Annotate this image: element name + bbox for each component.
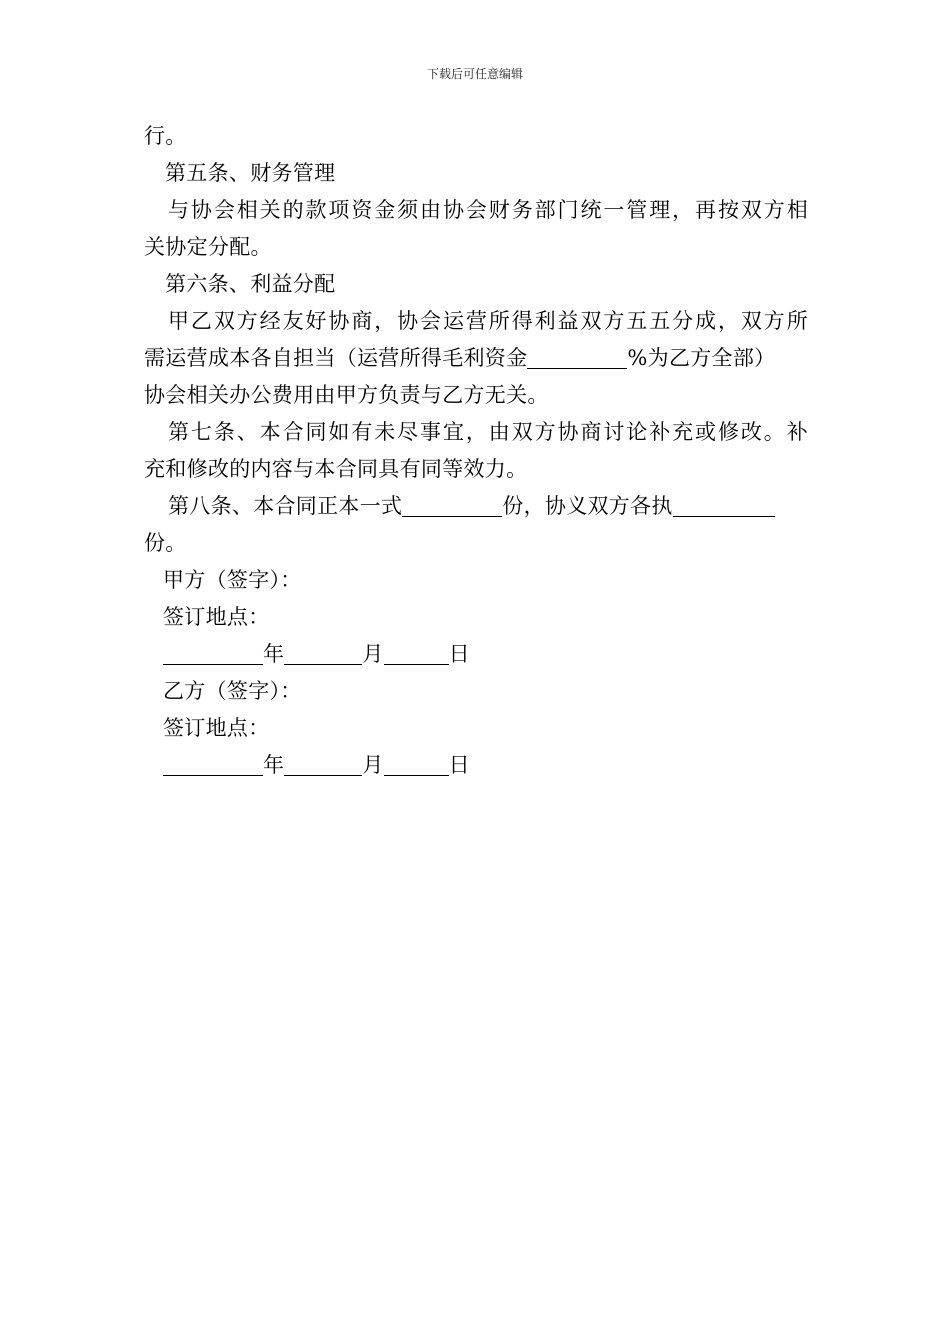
article-8-text-line-2: 份。 bbox=[144, 531, 187, 555]
article-8-text-line-1 bbox=[144, 488, 808, 525]
paragraph-line: 行。 bbox=[144, 124, 187, 148]
party-b-place-label: 签订地点： bbox=[163, 716, 270, 740]
party-a-year-label: 年 bbox=[263, 642, 285, 666]
article-6-text-line-3: 协会相关办公费用由甲方负责与乙方无关。 bbox=[144, 383, 549, 407]
party-b-month-label: 月 bbox=[362, 753, 384, 777]
party-b-signature-label: 乙方（签字）： bbox=[163, 679, 302, 703]
party-b-day-label: 日 bbox=[448, 753, 470, 777]
party-a-signature-label: 甲方（签字）： bbox=[163, 568, 302, 592]
article-5-text-line-1: 与协会相关的款项资金须由协会财务部门统一管理，再按双方相 bbox=[168, 198, 808, 222]
article-7-text-line-1: 第七条、本合同如有未尽事宜，由双方协商讨论补充或修改。补 bbox=[168, 420, 808, 444]
party-b-year-blank bbox=[163, 754, 263, 776]
article-8-text-part-2: 份，协义双方各执 bbox=[502, 494, 673, 518]
party-a-place-label: 签订地点： bbox=[163, 605, 270, 629]
article-5-text-line-2: 关协定分配。 bbox=[144, 235, 272, 259]
party-b-year-label: 年 bbox=[263, 753, 285, 777]
copies-total-blank bbox=[402, 495, 502, 517]
contract-body bbox=[144, 118, 808, 784]
article-6-text-part-1: 需运营成本各自担当（运营所得毛利资金 bbox=[144, 346, 528, 370]
article-6-text-line-1: 甲乙双方经友好协商，协会运营所得利益双方五五分成，双方所 bbox=[168, 309, 808, 333]
article-5-heading: 第五条、财务管理 bbox=[165, 161, 336, 185]
party-a-month-blank bbox=[284, 643, 362, 665]
article-7-text-line-2: 充和修改的内容与本合同具有同等效力。 bbox=[144, 457, 528, 481]
party-a-month-label: 月 bbox=[362, 642, 384, 666]
article-6-heading: 第六条、利益分配 bbox=[165, 272, 336, 296]
party-a-day-blank bbox=[384, 643, 449, 665]
copies-each-blank bbox=[673, 495, 775, 517]
party-a-year-blank bbox=[163, 643, 263, 665]
article-6-text-part-2: %为乙方全部） bbox=[627, 346, 776, 370]
party-b-month-blank bbox=[284, 754, 362, 776]
profit-percent-blank bbox=[527, 347, 627, 369]
party-b-day-blank bbox=[384, 754, 449, 776]
party-a-day-label: 日 bbox=[448, 642, 470, 666]
page-header: 下载后可任意编辑 bbox=[426, 67, 523, 81]
article-6-text-line-2 bbox=[144, 340, 808, 377]
article-8-text-part-1: 第八条、本合同正本一式 bbox=[168, 494, 403, 518]
party-a-date-line bbox=[144, 636, 808, 673]
party-b-date-line bbox=[144, 747, 808, 784]
